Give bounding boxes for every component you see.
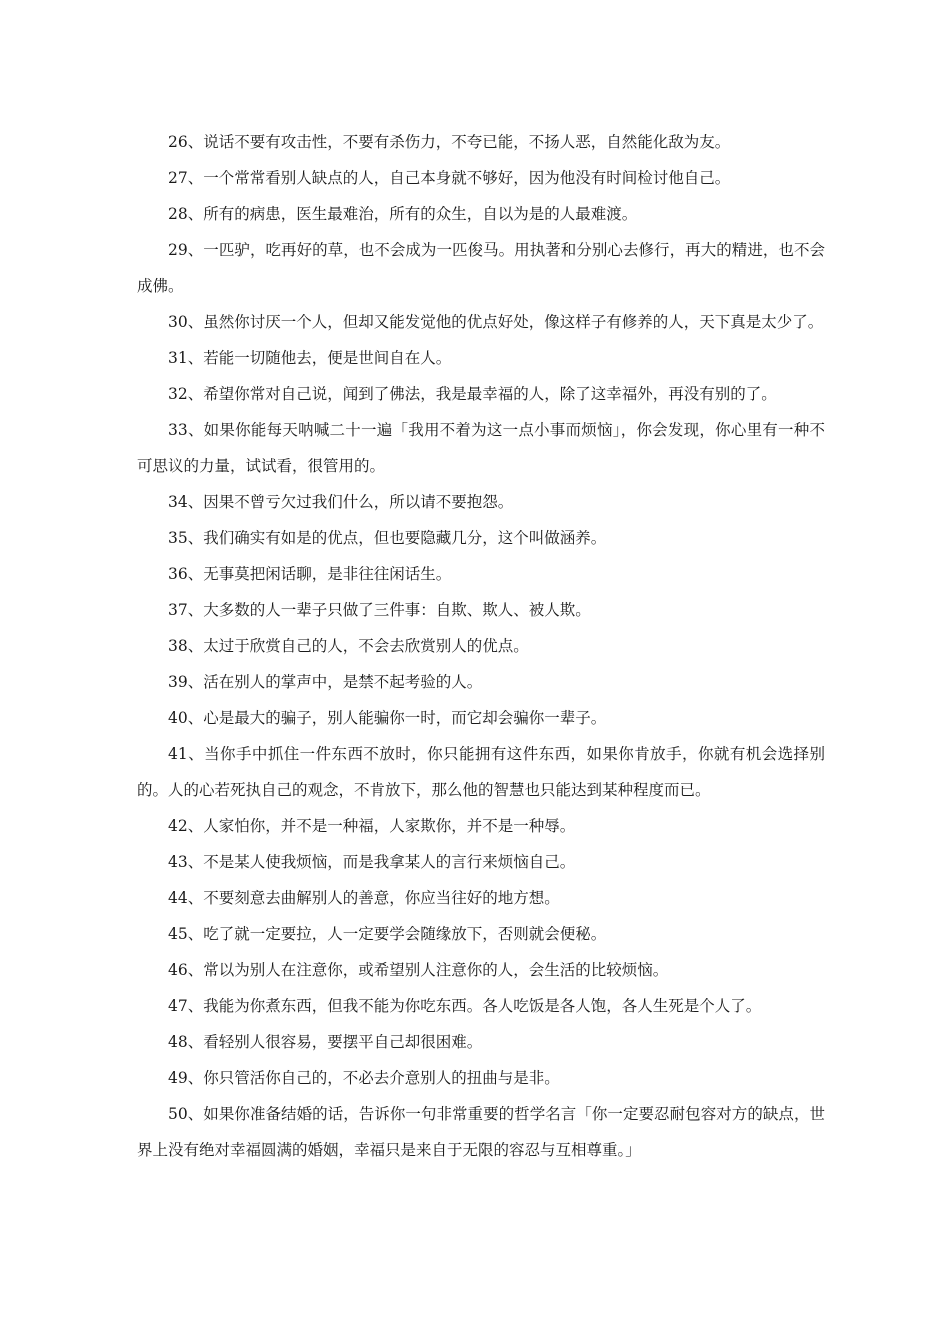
paragraph-42: 42、人家怕你，并不是一种福，人家欺你，并不是一种辱。 — [168, 817, 576, 835]
paragraph-37: 37、大多数的人一辈子只做了三件事：自欺、欺人、被人欺。 — [168, 601, 591, 619]
paragraph-27: 27、一个常常看别人缺点的人，自己本身就不够好，因为他没有时间检讨他自己。 — [168, 169, 731, 187]
paragraph-32: 32、希望你常对自己说，闻到了佛法，我是最幸福的人，除了这幸福外，再没有别的了。 — [168, 385, 777, 403]
paragraph-36: 36、无事莫把闲话聊，是非往往闲话生。 — [168, 565, 452, 583]
paragraph-35: 35、我们确实有如是的优点，但也要隐藏几分，这个叫做涵养。 — [168, 529, 607, 547]
paragraph-31: 31、若能一切随他去，便是世间自在人。 — [168, 349, 452, 367]
document-body — [137, 124, 825, 1168]
paragraph-49: 49、你只管活你自己的，不必去介意别人的扭曲与是非。 — [168, 1069, 560, 1087]
paragraph-48: 48、看轻别人很容易，要摆平自己却很困难。 — [168, 1033, 483, 1051]
paragraph-38: 38、太过于欣赏自己的人，不会去欣赏别人的优点。 — [168, 637, 529, 655]
paragraph-46: 46、常以为别人在注意你，或希望别人注意你的人，会生活的比较烦恼。 — [168, 961, 669, 979]
paragraph-43: 43、不是某人使我烦恼，而是我拿某人的言行来烦恼自己。 — [168, 853, 576, 871]
paragraph-44: 44、不要刻意去曲解别人的善意，你应当往好的地方想。 — [168, 889, 560, 907]
paragraph-28: 28、所有的病患，医生最难治，所有的众生，自以为是的人最难渡。 — [168, 205, 638, 223]
paragraph-39: 39、活在别人的掌声中，是禁不起考验的人。 — [168, 673, 483, 691]
paragraph-26: 26、说话不要有攻击性，不要有杀伤力，不夸已能，不扬人恶，自然能化敌为友。 — [168, 133, 731, 151]
paragraph-30: 30、虽然你讨厌一个人，但却又能发觉他的优点好处，像这样子有修养的人，天下真是太少了。 — [168, 313, 824, 331]
paragraph-41: 41、当你手中抓住一件东西不放时，你只能拥有这件东西，如果你肯放手，你就有机会选择别的。人的心若死执自己的观念，不肯放下，那么他的智慧也只能达到某种程度而已。 — [137, 745, 825, 799]
paragraph-29: 29、一匹驴，吃再好的草，也不会成为一匹俊马。用执著和分别心去修行，再大的精进，也不会成佛。 — [137, 241, 825, 295]
paragraph-33: 33、如果你能每天呐喊二十一遍「我用不着为这一点小事而烦恼」，你会发现，你心里有一种不可思议的力量，试试看，很管用的。 — [137, 421, 825, 475]
paragraph-47: 47、我能为你煮东西，但我不能为你吃东西。各人吃饭是各人饱，各人生死是个人了。 — [168, 997, 762, 1015]
paragraph-40: 40、心是最大的骗子，别人能骗你一时，而它却会骗你一辈子。 — [168, 709, 607, 727]
paragraph-50: 50、如果你准备结婚的话，告诉你一句非常重要的哲学名言「你一定要忍耐包容对方的缺点，世界上没有绝对幸福圆满的婚姻，幸福只是来自于无限的容忍与互相尊重。」 — [137, 1105, 825, 1159]
paragraph-45: 45、吃了就一定要拉，人一定要学会随缘放下，否则就会便秘。 — [168, 925, 607, 943]
paragraph-34: 34、因果不曾亏欠过我们什么，所以请不要抱怨。 — [168, 493, 514, 511]
